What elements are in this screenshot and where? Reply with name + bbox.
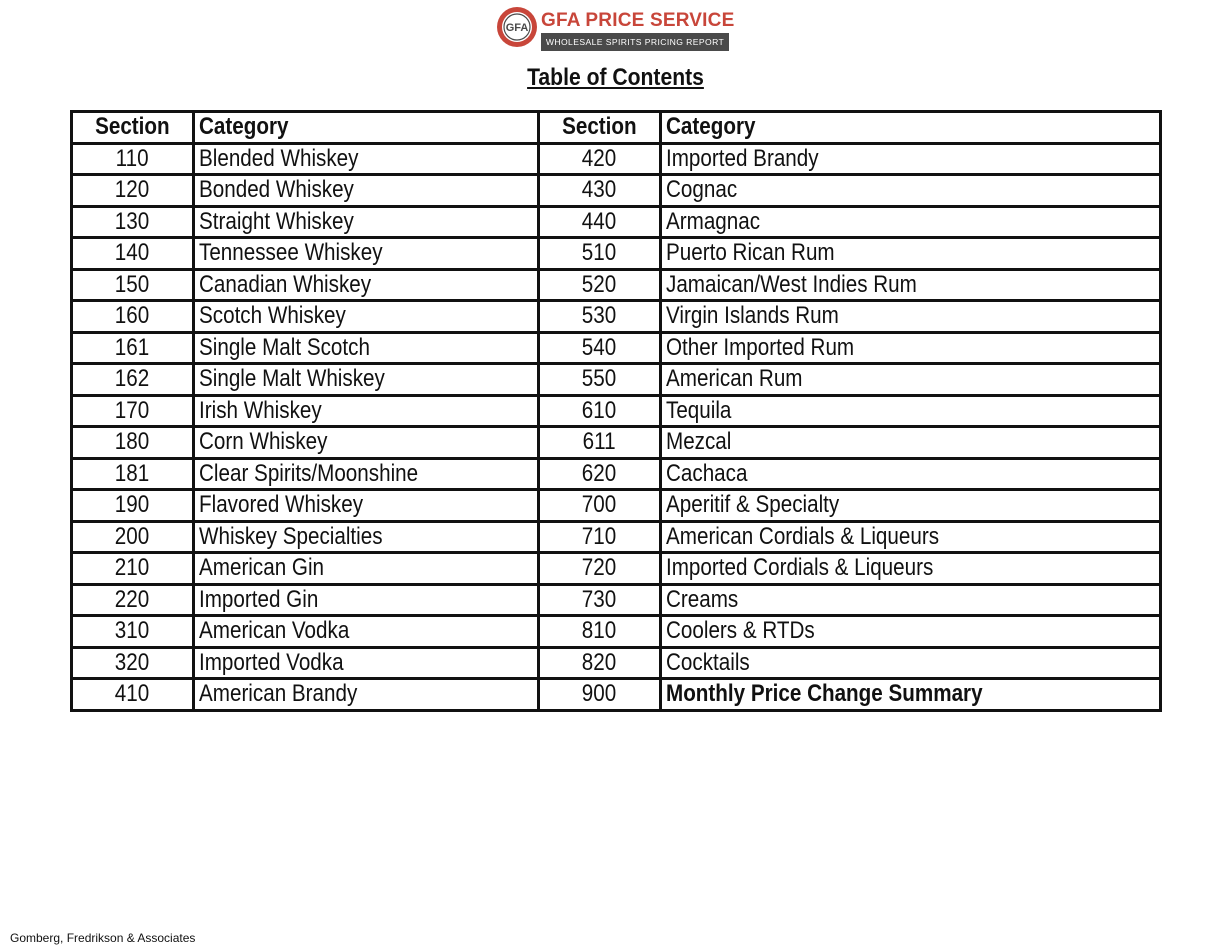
category-name: Flavored Whiskey xyxy=(194,490,539,522)
table-row xyxy=(72,206,1161,238)
section-number: 130 xyxy=(72,206,194,238)
table-row xyxy=(72,332,1161,364)
section-number: 720 xyxy=(539,553,661,585)
category-name: Single Malt Whiskey xyxy=(194,364,539,396)
category-name: Other Imported Rum xyxy=(661,332,1161,364)
table-row xyxy=(72,269,1161,301)
table-row xyxy=(72,143,1161,175)
section-number: 190 xyxy=(72,490,194,522)
table-row xyxy=(72,490,1161,522)
table-row xyxy=(72,679,1161,711)
table-row xyxy=(72,238,1161,270)
gfa-seal-icon xyxy=(496,6,538,48)
category-name: Puerto Rican Rum xyxy=(661,238,1161,270)
section-number: 170 xyxy=(72,395,194,427)
category-name: Blended Whiskey xyxy=(194,143,539,175)
category-name: Imported Gin xyxy=(194,584,539,616)
table-header-row xyxy=(72,112,1161,144)
category-name: Bonded Whiskey xyxy=(194,175,539,207)
category-name: Corn Whiskey xyxy=(194,427,539,459)
section-number: 181 xyxy=(72,458,194,490)
section-number: 530 xyxy=(539,301,661,333)
section-number: 700 xyxy=(539,490,661,522)
section-number: 730 xyxy=(539,584,661,616)
page-title: Table of Contents xyxy=(527,64,704,91)
category-name: Tequila xyxy=(661,395,1161,427)
section-number: 540 xyxy=(539,332,661,364)
section-number: 611 xyxy=(539,427,661,459)
section-number: 162 xyxy=(72,364,194,396)
category-name: Single Malt Scotch xyxy=(194,332,539,364)
table-row xyxy=(72,301,1161,333)
column-header-category: Category xyxy=(194,112,539,144)
footer-company: Gomberg, Fredrikson & Associates xyxy=(10,931,196,945)
section-number: 620 xyxy=(539,458,661,490)
column-header-category: Category xyxy=(661,112,1161,144)
category-name: Cocktails xyxy=(661,647,1161,679)
section-number: 820 xyxy=(539,647,661,679)
section-number: 510 xyxy=(539,238,661,270)
category-name: Imported Vodka xyxy=(194,647,539,679)
toc-body xyxy=(72,143,1161,710)
table-row xyxy=(72,395,1161,427)
category-name: Armagnac xyxy=(661,206,1161,238)
section-number: 520 xyxy=(539,269,661,301)
column-header-section: Section xyxy=(72,112,194,144)
section-number: 140 xyxy=(72,238,194,270)
section-number: 160 xyxy=(72,301,194,333)
toc-table xyxy=(70,110,1162,712)
section-number: 900 xyxy=(539,679,661,711)
section-number: 210 xyxy=(72,553,194,585)
category-name: Irish Whiskey xyxy=(194,395,539,427)
category-name: Tennessee Whiskey xyxy=(194,238,539,270)
section-number: 610 xyxy=(539,395,661,427)
gfa-logo xyxy=(496,4,735,50)
category-name: American Vodka xyxy=(194,616,539,648)
category-name: Virgin Islands Rum xyxy=(661,301,1161,333)
table-row xyxy=(72,427,1161,459)
category-name: Mezcal xyxy=(661,427,1161,459)
section-number: 410 xyxy=(72,679,194,711)
table-row xyxy=(72,616,1161,648)
category-name: American Cordials & Liqueurs xyxy=(661,521,1161,553)
logo-subtitle: WHOLESALE SPIRITS PRICING REPORT xyxy=(541,33,729,51)
category-name: American Brandy xyxy=(194,679,539,711)
section-number: 150 xyxy=(72,269,194,301)
section-number: 310 xyxy=(72,616,194,648)
section-number: 110 xyxy=(72,143,194,175)
seal-text: GFA xyxy=(505,22,529,34)
category-name: Clear Spirits/Moonshine xyxy=(194,458,539,490)
category-name: American Gin xyxy=(194,553,539,585)
table-row xyxy=(72,521,1161,553)
table-row xyxy=(72,175,1161,207)
table-row xyxy=(72,584,1161,616)
table-row xyxy=(72,553,1161,585)
table-row xyxy=(72,458,1161,490)
category-name: Creams xyxy=(661,584,1161,616)
category-name: Monthly Price Change Summary xyxy=(661,679,1161,711)
section-number: 710 xyxy=(539,521,661,553)
category-name: Whiskey Specialties xyxy=(194,521,539,553)
logo-title: GFA PRICE SERVICE xyxy=(541,10,735,31)
category-name: Imported Cordials & Liqueurs xyxy=(661,553,1161,585)
category-name: American Rum xyxy=(661,364,1161,396)
table-row xyxy=(72,647,1161,679)
table-row xyxy=(72,364,1161,396)
category-name: Jamaican/West Indies Rum xyxy=(661,269,1161,301)
category-name: Cachaca xyxy=(661,458,1161,490)
section-number: 440 xyxy=(539,206,661,238)
section-number: 200 xyxy=(72,521,194,553)
category-name: Cognac xyxy=(661,175,1161,207)
section-number: 161 xyxy=(72,332,194,364)
section-number: 120 xyxy=(72,175,194,207)
category-name: Imported Brandy xyxy=(661,143,1161,175)
category-name: Canadian Whiskey xyxy=(194,269,539,301)
category-name: Scotch Whiskey xyxy=(194,301,539,333)
category-name: Aperitif & Specialty xyxy=(661,490,1161,522)
section-number: 810 xyxy=(539,616,661,648)
column-header-section: Section xyxy=(539,112,661,144)
section-number: 430 xyxy=(539,175,661,207)
section-number: 180 xyxy=(72,427,194,459)
category-name: Coolers & RTDs xyxy=(661,616,1161,648)
section-number: 420 xyxy=(539,143,661,175)
section-number: 320 xyxy=(72,647,194,679)
category-name: Straight Whiskey xyxy=(194,206,539,238)
section-number: 550 xyxy=(539,364,661,396)
section-number: 220 xyxy=(72,584,194,616)
